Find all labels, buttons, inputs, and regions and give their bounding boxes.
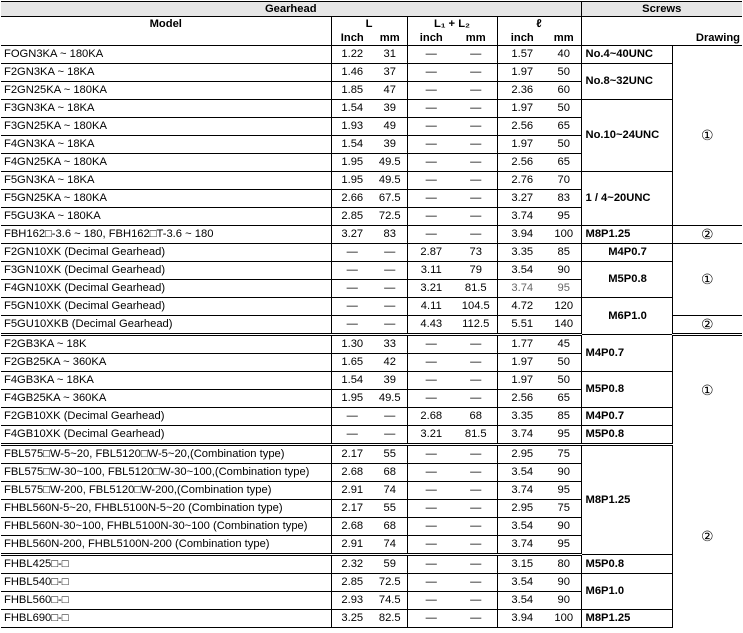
drawing-ref: ① (672, 244, 742, 316)
ell-mm-cell: 100 (547, 610, 581, 628)
drawing-spacer (672, 17, 742, 32)
screw-spec: M5P0.8 (581, 555, 672, 574)
l-mm-cell: 31 (373, 46, 407, 64)
ell-mm-cell: 65 (547, 154, 581, 172)
screws-sub-spacer (581, 31, 672, 46)
ell-inch-cell: 4.72 (497, 298, 547, 316)
l1-l2-mm-cell: — (455, 518, 497, 536)
model-cell: F3GN3KA ~ 18KA (1, 100, 331, 118)
l1-l2-inch-cell: — (407, 335, 455, 354)
l1-l2-mm-cell: — (455, 464, 497, 482)
l1-l2-inch-cell: — (407, 390, 455, 408)
table-row (1, 172, 742, 190)
ell-inch-cell: 5.51 (497, 316, 547, 335)
l-mm-cell: 47 (373, 82, 407, 100)
l1-l2-inch-cell: — (407, 172, 455, 190)
l1-l2-inch-cell: 2.68 (407, 408, 455, 426)
l1-l2-inch-cell: — (407, 372, 455, 390)
table-row (1, 100, 742, 118)
model-cell: FBH162□-3.6 ~ 180, FBH162□T-3.6 ~ 180 (1, 226, 331, 244)
ell-inch-cell: 3.74 (497, 482, 547, 500)
ell-inch-cell: 3.54 (497, 592, 547, 610)
l1-l2-inch-cell: — (407, 354, 455, 372)
l1-l2-inch-cell: — (407, 82, 455, 100)
ell-inch-cell: 3.74 (497, 280, 547, 298)
l-inch-cell: 2.91 (331, 482, 373, 500)
screw-spec: M6P1.0 (581, 574, 672, 610)
table-row (1, 46, 742, 64)
l1-l2-mm-cell: 81.5 (455, 426, 497, 445)
l-inch-cell: — (331, 426, 373, 445)
ell-mm-cell: 75 (547, 445, 581, 464)
l1-l2-inch-cell: — (407, 118, 455, 136)
table-row (1, 408, 742, 426)
l-inch-cell: 2.17 (331, 445, 373, 464)
l-mm-cell: — (373, 316, 407, 335)
l1-l2-mm-cell: 81.5 (455, 280, 497, 298)
gearhead-table (1, 1, 742, 628)
l-mm-cell: 74 (373, 482, 407, 500)
l-inch-cell: 2.68 (331, 518, 373, 536)
drawing-ref: ② (672, 316, 742, 335)
ell-mm-cell: 95 (547, 536, 581, 555)
l1-l2-mm-cell: — (455, 445, 497, 464)
l1-l2-inch-cell: — (407, 226, 455, 244)
l-inch-cell: 2.85 (331, 208, 373, 226)
model-cell: FBL575□W-30~100, FBL5120□W-30~100,(Combination type) (1, 464, 331, 482)
ell-mm-cell: 90 (547, 518, 581, 536)
l-inch-cell: — (331, 262, 373, 280)
l-inch-cell: — (331, 408, 373, 426)
drawing-header: Drawing (672, 31, 742, 46)
l1-l2-mm-cell: — (455, 226, 497, 244)
l-inch-cell: 1.54 (331, 136, 373, 154)
l1-l2-mm-cell: — (455, 46, 497, 64)
l1-l2-inch-cell: 3.11 (407, 262, 455, 280)
l-mm-cell: 39 (373, 136, 407, 154)
ell-inch-cell: 1.97 (497, 64, 547, 82)
l1-l2-header: L₁ + L₂ (407, 17, 497, 32)
l1-l2-mm-cell: 73 (455, 244, 497, 262)
ell-mm-cell: 45 (547, 335, 581, 354)
ell-mm-cell: 60 (547, 82, 581, 100)
l-inch-cell: 2.68 (331, 464, 373, 482)
table-row (1, 244, 742, 262)
table-row (1, 574, 742, 592)
l1-l2-mm-cell: — (455, 354, 497, 372)
l-header: L (331, 17, 407, 32)
l1-l2-mm-cell: 112.5 (455, 316, 497, 335)
l1-l2-inch-cell: — (407, 592, 455, 610)
ell-inch-cell: 3.35 (497, 408, 547, 426)
l-inch-cell: — (331, 298, 373, 316)
l1-l2-inch-cell: — (407, 518, 455, 536)
l1-l2-inch-cell: — (407, 482, 455, 500)
screw-spec: M4P0.7 (581, 408, 672, 426)
l-inch-cell: 2.32 (331, 555, 373, 574)
ell-inch-cell: 2.95 (497, 445, 547, 464)
ell-inch-cell: 1.77 (497, 335, 547, 354)
l-inch-cell: 1.95 (331, 172, 373, 190)
model-cell: F4GN3KA ~ 18KA (1, 136, 331, 154)
l-mm-cell: 83 (373, 226, 407, 244)
ell-inch-cell: 3.54 (497, 262, 547, 280)
screws-spacer (581, 17, 672, 32)
l1-l2-inch-cell: — (407, 536, 455, 555)
drawing-ref: ② (672, 226, 742, 244)
model-cell: F4GB3KA ~ 18KA (1, 372, 331, 390)
l1-l2-inch-cell: — (407, 555, 455, 574)
model-cell: F3GN25KA ~ 180KA (1, 118, 331, 136)
l-mm-cell: 72.5 (373, 574, 407, 592)
l1-l2-mm-cell: — (455, 536, 497, 555)
ell-inch-cell: 2.36 (497, 82, 547, 100)
l1-l2-inch-cell: — (407, 154, 455, 172)
l1-l2-inch-cell: — (407, 100, 455, 118)
table-row (1, 298, 742, 316)
l-mm-cell: — (373, 426, 407, 445)
ell-mm-cell: 65 (547, 118, 581, 136)
screw-spec: M5P0.8 (581, 426, 672, 445)
model-cell: F2GN25KA ~ 180KA (1, 82, 331, 100)
l1-l2-mm-cell: — (455, 172, 497, 190)
ell-inch-cell: 2.56 (497, 154, 547, 172)
l1-l2-mm-header: mm (455, 31, 497, 46)
l1-l2-mm-cell: 79 (455, 262, 497, 280)
model-cell: F5GN25KA ~ 180KA (1, 190, 331, 208)
screw-spec: M5P0.8 (581, 262, 672, 298)
model-cell: F4GB25KA ~ 360KA (1, 390, 331, 408)
ell-mm-cell: 70 (547, 172, 581, 190)
gearhead-header: Gearhead (1, 2, 581, 17)
model-cell: FHBL560N-30~100, FHBL5100N-30~100 (Combination type) (1, 518, 331, 536)
l-mm-header: mm (373, 31, 407, 46)
ell-inch-cell: 3.74 (497, 536, 547, 555)
model-cell: F4GB10XK (Decimal Gearhead) (1, 426, 331, 445)
l1-l2-mm-cell: — (455, 118, 497, 136)
ell-inch-cell: 1.97 (497, 354, 547, 372)
l1-l2-mm-cell: — (455, 555, 497, 574)
l1-l2-mm-cell: — (455, 500, 497, 518)
l-mm-cell: 33 (373, 335, 407, 354)
l-inch-header: Inch (331, 31, 373, 46)
l-inch-cell: 3.25 (331, 610, 373, 628)
l-inch-cell: 1.22 (331, 46, 373, 64)
ell-mm-cell: 75 (547, 500, 581, 518)
screw-spec: M8P1.25 (581, 445, 672, 555)
l1-l2-mm-cell: — (455, 208, 497, 226)
l-inch-cell: 1.95 (331, 154, 373, 172)
ell-inch-cell: 1.97 (497, 136, 547, 154)
ell-mm-header: mm (547, 31, 581, 46)
ell-inch-cell: 1.97 (497, 100, 547, 118)
model-cell: FHBL690□-□ (1, 610, 331, 628)
ell-mm-cell: 50 (547, 64, 581, 82)
l1-l2-inch-cell: — (407, 464, 455, 482)
screw-spec: M4P0.7 (581, 244, 672, 262)
l-mm-cell: 49.5 (373, 172, 407, 190)
l-mm-cell: 39 (373, 372, 407, 390)
ell-mm-cell: 85 (547, 408, 581, 426)
screw-spec: M8P1.25 (581, 610, 672, 628)
ell-header: ℓ (497, 17, 581, 32)
l-inch-cell: 3.27 (331, 226, 373, 244)
l-mm-cell: 68 (373, 518, 407, 536)
ell-inch-cell: 3.94 (497, 610, 547, 628)
model-cell: F5GN3KA ~ 18KA (1, 172, 331, 190)
table-row (1, 335, 742, 354)
model-sub-spacer (1, 31, 331, 46)
ell-mm-cell: 65 (547, 390, 581, 408)
l1-l2-inch-cell: 2.87 (407, 244, 455, 262)
model-cell: F2GB3KA ~ 18K (1, 335, 331, 354)
table-row (1, 262, 742, 280)
ell-inch-cell: 1.57 (497, 46, 547, 64)
ell-inch-cell: 2.95 (497, 500, 547, 518)
l-mm-cell: — (373, 244, 407, 262)
screw-spec: M6P1.0 (581, 298, 672, 335)
model-cell: F5GN10XK (Decimal Gearhead) (1, 298, 331, 316)
model-cell: FBL575□W-200, FBL5120□W-200,(Combination type) (1, 482, 331, 500)
l1-l2-inch-cell: — (407, 208, 455, 226)
model-cell: FHBL560□-□ (1, 592, 331, 610)
l-mm-cell: — (373, 262, 407, 280)
model-cell: F2GN3KA ~ 18KA (1, 64, 331, 82)
screw-spec: No.8~32UNC (581, 64, 672, 100)
l1-l2-inch-cell: — (407, 64, 455, 82)
l1-l2-mm-cell: 68 (455, 408, 497, 426)
l-mm-cell: — (373, 280, 407, 298)
table-row (1, 426, 742, 445)
l1-l2-inch-cell: 4.43 (407, 316, 455, 335)
ell-mm-cell: 50 (547, 372, 581, 390)
screw-spec: M4P0.7 (581, 335, 672, 372)
model-cell: F5GU3KA ~ 180KA (1, 208, 331, 226)
ell-mm-cell: 80 (547, 555, 581, 574)
ell-mm-cell: 95 (547, 426, 581, 445)
drawing-ref: ① (672, 335, 742, 445)
l-inch-cell: 2.93 (331, 592, 373, 610)
l-inch-cell: 2.91 (331, 536, 373, 555)
l1-l2-mm-cell: — (455, 64, 497, 82)
l-inch-cell: — (331, 244, 373, 262)
ell-mm-cell: 50 (547, 100, 581, 118)
model-cell: F2GB10XK (Decimal Gearhead) (1, 408, 331, 426)
l1-l2-inch-cell: — (407, 500, 455, 518)
model-cell: F4GN10XK (Decimal Gearhead) (1, 280, 331, 298)
model-cell: FHBL560N-5~20, FHBL5100N-5~20 (Combination type) (1, 500, 331, 518)
ell-mm-cell: 100 (547, 226, 581, 244)
l-inch-cell: — (331, 316, 373, 335)
l-inch-cell: 1.65 (331, 354, 373, 372)
ell-mm-cell: 40 (547, 46, 581, 64)
ell-mm-cell: 50 (547, 136, 581, 154)
ell-inch-cell: 3.35 (497, 244, 547, 262)
model-header: Model (149, 18, 182, 30)
ell-mm-cell: 90 (547, 262, 581, 280)
model-cell: FHBL560N-200, FHBL5100N-200 (Combination type) (1, 536, 331, 555)
l-mm-cell: 67.5 (373, 190, 407, 208)
ell-inch-cell: 3.54 (497, 464, 547, 482)
l-mm-cell: 49.5 (373, 154, 407, 172)
l1-l2-inch-cell: 3.21 (407, 280, 455, 298)
l1-l2-mm-cell: — (455, 82, 497, 100)
l-mm-cell: 49 (373, 118, 407, 136)
l-inch-cell: 1.95 (331, 390, 373, 408)
l-inch-cell: 1.46 (331, 64, 373, 82)
screws-header: Screws (581, 2, 742, 17)
l-mm-cell: 68 (373, 464, 407, 482)
l-inch-cell: 2.17 (331, 500, 373, 518)
l-inch-cell: 1.93 (331, 118, 373, 136)
ell-inch-cell: 3.94 (497, 226, 547, 244)
ell-inch-cell: 3.54 (497, 518, 547, 536)
l1-l2-inch-cell: — (407, 574, 455, 592)
screw-spec: M5P0.8 (581, 372, 672, 408)
model-cell: F2GB25KA ~ 360KA (1, 354, 331, 372)
l-mm-cell: 55 (373, 445, 407, 464)
l-mm-cell: 59 (373, 555, 407, 574)
ell-mm-cell: 95 (547, 482, 581, 500)
ell-mm-cell: 90 (547, 464, 581, 482)
l-mm-cell: 82.5 (373, 610, 407, 628)
table-row (1, 555, 742, 574)
l-inch-cell: 2.66 (331, 190, 373, 208)
ell-mm-cell: 120 (547, 298, 581, 316)
table-row (1, 445, 742, 464)
drawing-ref: ② (672, 445, 742, 628)
ell-mm-cell: 95 (547, 280, 581, 298)
ell-inch-cell: 2.56 (497, 118, 547, 136)
model-cell: F5GU10XKB (Decimal Gearhead) (1, 316, 331, 335)
gearhead-dimensions-sheet (1, 1, 742, 631)
ell-mm-cell: 90 (547, 574, 581, 592)
screw-spec: M8P1.25 (581, 226, 672, 244)
l-mm-cell: 55 (373, 500, 407, 518)
l1-l2-mm-cell: — (455, 390, 497, 408)
l1-l2-mm-cell: — (455, 610, 497, 628)
l-mm-cell: 39 (373, 100, 407, 118)
l1-l2-mm-cell: — (455, 592, 497, 610)
l-mm-cell: 72.5 (373, 208, 407, 226)
ell-mm-cell: 50 (547, 354, 581, 372)
screw-spec: 1 / 4~20UNC (581, 172, 672, 226)
l1-l2-inch-cell: — (407, 190, 455, 208)
l1-l2-mm-cell: — (455, 482, 497, 500)
l-mm-cell: 37 (373, 64, 407, 82)
table-row (1, 372, 742, 390)
l-inch-cell: 2.85 (331, 574, 373, 592)
l1-l2-inch-cell: — (407, 136, 455, 154)
l1-l2-mm-cell: — (455, 190, 497, 208)
ell-inch-header: inch (497, 31, 547, 46)
ell-inch-cell: 3.15 (497, 555, 547, 574)
l-mm-cell: 74 (373, 536, 407, 555)
l1-l2-mm-cell: 104.5 (455, 298, 497, 316)
l-mm-cell: 49.5 (373, 390, 407, 408)
table-row (1, 64, 742, 82)
ell-mm-cell: 85 (547, 244, 581, 262)
screw-spec: No.10~24UNC (581, 100, 672, 172)
l-inch-cell: 1.54 (331, 372, 373, 390)
l1-l2-inch-cell: — (407, 445, 455, 464)
ell-inch-cell: 3.74 (497, 426, 547, 445)
ell-inch-cell: 2.56 (497, 390, 547, 408)
model-cell: F2GN10XK (Decimal Gearhead) (1, 244, 331, 262)
ell-mm-cell: 140 (547, 316, 581, 335)
l1-l2-mm-cell: — (455, 154, 497, 172)
l1-l2-inch-cell: 4.11 (407, 298, 455, 316)
l1-l2-mm-cell: — (455, 574, 497, 592)
model-cell: FHBL425□-□ (1, 555, 331, 574)
table-row (1, 610, 742, 628)
l-inch-cell: 1.30 (331, 335, 373, 354)
l-mm-cell: — (373, 298, 407, 316)
table-row (1, 226, 742, 244)
l-inch-cell: — (331, 280, 373, 298)
model-cell: FBL575□W-5~20, FBL5120□W-5~20,(Combination type) (1, 445, 331, 464)
ell-mm-cell: 90 (547, 592, 581, 610)
l-inch-cell: 1.54 (331, 100, 373, 118)
l1-l2-mm-cell: — (455, 335, 497, 354)
model-cell: FHBL540□-□ (1, 574, 331, 592)
model-cell: F4GN25KA ~ 180KA (1, 154, 331, 172)
ell-mm-cell: 83 (547, 190, 581, 208)
l-mm-cell: — (373, 408, 407, 426)
l1-l2-mm-cell: — (455, 136, 497, 154)
l-inch-cell: 1.85 (331, 82, 373, 100)
ell-inch-cell: 3.54 (497, 574, 547, 592)
ell-inch-cell: 3.74 (497, 208, 547, 226)
ell-mm-cell: 95 (547, 208, 581, 226)
l1-l2-inch-cell: 3.21 (407, 426, 455, 445)
ell-inch-cell: 2.76 (497, 172, 547, 190)
l1-l2-mm-cell: — (455, 372, 497, 390)
l1-l2-mm-cell: — (455, 100, 497, 118)
l-mm-cell: 42 (373, 354, 407, 372)
l1-l2-inch-cell: — (407, 610, 455, 628)
l1-l2-inch-header: inch (407, 31, 455, 46)
model-cell: F3GN10XK (Decimal Gearhead) (1, 262, 331, 280)
screw-spec: No.4~40UNC (581, 46, 672, 64)
ell-inch-cell: 3.27 (497, 190, 547, 208)
l-mm-cell: 74.5 (373, 592, 407, 610)
drawing-ref: ① (672, 46, 742, 226)
ell-inch-cell: 1.97 (497, 372, 547, 390)
model-cell: FOGN3KA ~ 180KA (1, 46, 331, 64)
l1-l2-inch-cell: — (407, 46, 455, 64)
